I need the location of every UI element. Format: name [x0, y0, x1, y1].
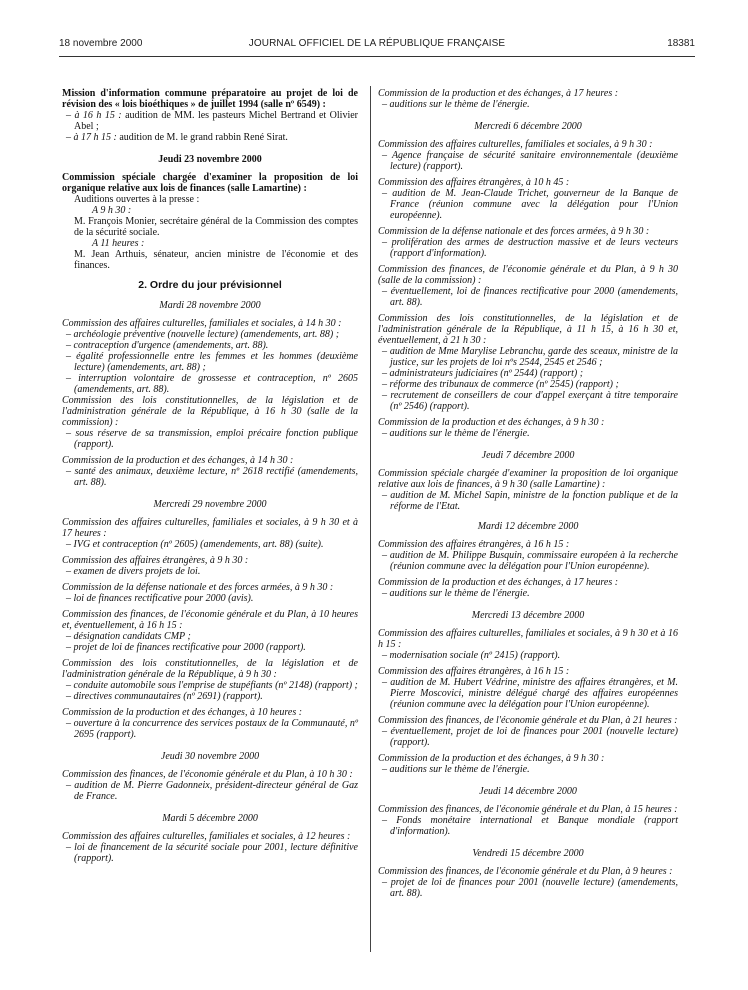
- header-date: 18 novembre 2000: [59, 38, 143, 49]
- commission-line: Commission des affaires étrangères, à 16 h 15 :: [378, 666, 570, 677]
- agenda-item: – éventuellement, loi de finances rectificative pour 2000 (amendements, art. 88).: [382, 286, 678, 308]
- mission-item-time: à 17 h 15 :: [73, 132, 117, 143]
- commission-line: Commission des affaires culturelles, familiales et sociales, à 9 h 30 et à 17 heures :: [62, 517, 358, 539]
- agenda-item: – loi de finances rectificative pour 2000 (avis).: [66, 593, 254, 604]
- agenda-item: – audition de M. Michel Sapin, ministre de la fonction publique et de la réforme de l'Etat.: [382, 490, 678, 512]
- day-heading: Jeudi 23 novembre 2000: [158, 154, 262, 165]
- agenda-item: – audition de M. Pierre Gadonneix, président-directeur général de Gaz de France.: [66, 780, 358, 802]
- commission-line: Commission de la défense nationale et des forces armées, à 9 h 30 :: [62, 582, 334, 593]
- agenda-item: – projet de loi de finances pour 2001 (nouvelle lecture) (amendements, art. 88).: [382, 877, 678, 899]
- agenda-item: – examen de divers projets de loi.: [66, 566, 201, 577]
- commission-line: Commission des lois constitutionnelles, de la législation et de l'administration générale de la République, à 9 h 30 :: [62, 658, 358, 680]
- commission-line: Commission de la production et des échanges, à 17 heures :: [378, 88, 619, 99]
- commission-line: Commission des lois constitutionnelles, de la législation et de l'administration générale de la République, à 11 h 15, à 16 h 30 et, éventuellement, à 21 h 30 :: [378, 313, 678, 346]
- agenda-item: – santé des animaux, deuxième lecture, nº 2618 rectifié (amendements, art. 88).: [66, 466, 358, 488]
- mission-title: Mission d'information commune préparatoire au projet de loi de révision des « lois bioéthiques » de juillet 1994 (salle nº 6549) :: [62, 88, 358, 110]
- day-heading: Mercredi 29 novembre 2000: [153, 499, 267, 510]
- commission-line: Commission des affaires culturelles, familiales et sociales, à 9 h 30 :: [378, 139, 653, 150]
- agenda-item: – prolifération des armes de destruction massive et de leurs vecteurs (rapport d'information).: [382, 237, 678, 259]
- agenda-item: – conduite automobile sous l'emprise de stupéfiants (nº 2148) (rapport) ;: [66, 680, 358, 691]
- agenda-item: – interruption volontaire de grossesse et contraception, nº 2605 (amendements, art. 88).: [66, 373, 358, 395]
- time-label: A 9 h 30 :: [92, 205, 132, 216]
- agenda-item: – Agence française de sécurité sanitaire environnementale (deuxième lecture) (rapport).: [382, 150, 678, 172]
- commission-line: Commission des affaires étrangères, à 16 h 15 :: [378, 539, 570, 550]
- agenda-item: – contraception d'urgence (amendements, art. 88).: [66, 340, 269, 351]
- day-heading: Jeudi 30 novembre 2000: [160, 751, 260, 762]
- audition-text: M. Jean Arthuis, sénateur, ancien ministre de l'économie et des finances.: [74, 249, 358, 271]
- agenda-item: – sous réserve de sa transmission, emploi précaire fonction publique (rapport).: [66, 428, 358, 450]
- commission-line: Commission des affaires culturelles, familiales et sociales, à 14 h 30 :: [62, 318, 342, 329]
- commission-line: Commission de la production et des échanges, à 10 heures :: [62, 707, 303, 718]
- agenda-item: – audition de M. Hubert Védrine, ministre des affaires étrangères, et M. Pierre Moscovici, ministre délégué chargé des affaires européennes (réunion commune avec la délégation pour l'Union européenne).: [382, 677, 678, 710]
- header-title: JOURNAL OFFICIEL DE LA RÉPUBLIQUE FRANÇAISE: [248, 38, 506, 49]
- agenda-item: – audition de Mme Marylise Lebranchu, garde des sceaux, ministre de la justice, sur les projets de loi nºs 2544, 2545 et 2546 ;: [382, 346, 678, 368]
- commission-line: Commission des finances, de l'économie générale et du Plan, à 9 heures :: [378, 866, 673, 877]
- agenda-item: – administrateurs judiciaires (nº 2544) (rapport) ;: [382, 368, 584, 379]
- day-heading: Mardi 5 décembre 2000: [162, 813, 258, 824]
- commission-line: Commission des affaires étrangères, à 9 h 30 :: [62, 555, 249, 566]
- commission-line: Commission des finances, de l'économie générale et du Plan, à 10 h 30 :: [62, 769, 353, 780]
- commission-speciale-title: Commission spéciale chargée d'examiner la proposition de loi organique relative aux lois de finances (salle Lamartine) :: [62, 172, 358, 194]
- commission-line: Commission des affaires culturelles, familiales et sociales, à 12 heures :: [62, 831, 351, 842]
- mission-item-text: audition de MM. les pasteurs Michel Bertrand et Olivier Abel ;: [74, 110, 358, 132]
- agenda-item: – recrutement de conseillers de cour d'appel exerçant à titre temporaire (nº 2546) (rapport).: [382, 390, 678, 412]
- header-rule: [59, 56, 695, 57]
- agenda-item: – archéologie préventive (nouvelle lecture) (amendements, art. 88) ;: [66, 329, 340, 340]
- agenda-item: – audition de M. Jean-Claude Trichet, gouverneur de la Banque de France (réunion commune avec la délégation pour l'Union européenne).: [382, 188, 678, 221]
- column-divider: [370, 86, 371, 952]
- commission-line: Commission de la défense nationale et des forces armées, à 9 h 30 :: [378, 226, 650, 237]
- day-heading: Mercredi 13 décembre 2000: [471, 610, 585, 621]
- page-header: [59, 38, 695, 52]
- commission-line: Commission de la production et des échanges, à 9 h 30 :: [378, 417, 605, 428]
- agenda-item: – modernisation sociale (nº 2415) (rapport).: [382, 650, 561, 661]
- commission-line: Commission des finances, de l'économie générale et du Plan, à 10 heures et, éventuellement, à 16 h 15 :: [62, 609, 358, 631]
- day-heading: Mardi 28 novembre 2000: [159, 300, 261, 311]
- mission-item-text: audition de M. le grand rabbin René Sirat.: [116, 132, 288, 143]
- agenda-item: – ouverture à la concurrence des services postaux de la Communauté, nº 2695 (rapport).: [66, 718, 358, 740]
- audition-text: M. François Monier, secrétaire général de la Commission des comptes de la sécurité sociale.: [74, 216, 358, 238]
- agenda-item: – IVG et contraception (nº 2605) (amendements, art. 88) (suite).: [66, 539, 324, 550]
- commission-line: Commission de la production et des échanges, à 17 heures :: [378, 577, 619, 588]
- commission-line: Commission des lois constitutionnelles, de la législation et de l'administration générale de la République, à 16 h 30 (salle de la commission) :: [62, 395, 358, 428]
- left-column: [62, 88, 358, 864]
- agenda-item: – auditions sur le thème de l'énergie.: [382, 428, 530, 439]
- agenda-item: – auditions sur le thème de l'énergie.: [382, 588, 530, 599]
- day-heading: Jeudi 14 décembre 2000: [479, 786, 577, 797]
- mission-item-time: à 16 h 15 :: [74, 110, 122, 121]
- agenda-item: – réforme des tribunaux de commerce (nº 2545) (rapport) ;: [382, 379, 619, 390]
- commission-line: Commission des affaires étrangères, à 10 h 45 :: [378, 177, 570, 188]
- commission-line: Commission des finances, de l'économie générale et du Plan, à 15 heures :: [378, 804, 678, 815]
- day-heading: Mardi 12 décembre 2000: [477, 521, 579, 532]
- commission-line: Commission de la production et des échanges, à 9 h 30 :: [378, 753, 605, 764]
- auditions-note: Auditions ouvertes à la presse :: [74, 194, 200, 205]
- agenda-item: – audition de M. Philippe Busquin, commissaire européen à la recherche (réunion commune avec la délégation pour l'Union européenne).: [382, 550, 678, 572]
- right-column: [378, 88, 678, 899]
- time-label: A 11 heures :: [92, 238, 145, 249]
- agenda-item: – éventuellement, projet de loi de finances pour 2001 (nouvelle lecture) (rapport).: [382, 726, 678, 748]
- commission-line: Commission des affaires culturelles, familiales et sociales, à 9 h 30 et à 16 h 15 :: [378, 628, 678, 650]
- commission-line: Commission des finances, de l'économie générale et du Plan, à 21 heures :: [378, 715, 678, 726]
- section-title: 2. Ordre du jour prévisionnel: [138, 279, 282, 291]
- day-heading: Mercredi 6 décembre 2000: [474, 121, 582, 132]
- mission-item: – à 16 h 15 : audition de MM. les pasteurs Michel Bertrand et Olivier Abel ;: [66, 110, 358, 132]
- commission-line: Commission des finances, de l'économie générale et du Plan, à 9 h 30 (salle de la commission) :: [378, 264, 678, 286]
- day-heading: Jeudi 7 décembre 2000: [481, 450, 575, 461]
- day-heading: Vendredi 15 décembre 2000: [472, 848, 584, 859]
- mission-item: – à 17 h 15 : audition de M. le grand rabbin René Sirat.: [66, 132, 288, 143]
- agenda-item: – égalité professionnelle entre les femmes et les hommes (deuxième lecture) (amendements, art. 88) ;: [66, 351, 358, 373]
- agenda-item: – projet de loi de finances rectificative pour 2000 (rapport).: [66, 642, 306, 653]
- commission-line: Commission de la production et des échanges, à 14 h 30 :: [62, 455, 294, 466]
- agenda-item: – Fonds monétaire international et Banque mondiale (rapport d'information).: [382, 815, 678, 837]
- agenda-item: – désignation candidats CMP ;: [66, 631, 191, 642]
- header-page-number: 18381: [667, 38, 695, 49]
- agenda-item: – auditions sur le thème de l'énergie.: [382, 764, 530, 775]
- agenda-item: – auditions sur le thème de l'énergie.: [382, 99, 530, 110]
- agenda-item: – loi de financement de la sécurité sociale pour 2001, lecture définitive (rapport).: [66, 842, 358, 864]
- agenda-item: – directives communautaires (nº 2691) (rapport).: [66, 691, 263, 702]
- commission-line: Commission spéciale chargée d'examiner la proposition de loi organique relative aux lois de finances, à 9 h 30 (salle Lamartine) :: [378, 468, 678, 490]
